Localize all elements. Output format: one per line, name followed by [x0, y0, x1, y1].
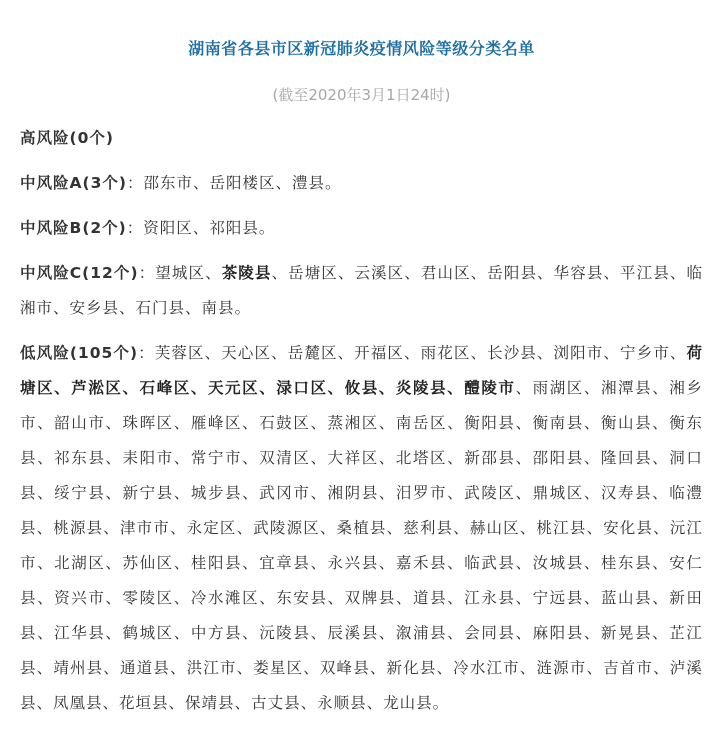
region-item: 醴陵市	[464, 379, 516, 397]
region-item: 鹤城区、	[122, 624, 191, 642]
region-item: 临澧县、	[20, 484, 703, 537]
region-item: 宜章县、	[259, 554, 328, 572]
region-item: 衡南县、	[532, 414, 601, 432]
region-item: 韶山市、	[54, 414, 123, 432]
region-item: 新田县、	[20, 589, 703, 642]
list-end-period: 。	[325, 174, 342, 192]
region-item: 湘乡市、	[20, 379, 703, 432]
list-end-period: 。	[258, 219, 276, 237]
region-item: 珠晖区、	[122, 414, 191, 432]
region-item: 洪江市、	[186, 659, 254, 677]
label-separator: ：	[138, 264, 156, 282]
region-item: 蓝山县、	[600, 589, 670, 607]
region-item: 炎陵县、	[395, 379, 465, 397]
region-item: 石鼓区、	[259, 414, 328, 432]
region-item: 双清区、	[259, 449, 328, 467]
region-item: 云溪区、	[354, 264, 421, 282]
region-item: 冷水江市、	[453, 659, 537, 677]
region-item: 湘潭县、	[600, 379, 670, 397]
region-item: 双牌县、	[344, 589, 413, 607]
region-item: 永顺县、	[317, 694, 384, 712]
region-item: 南县	[201, 299, 235, 317]
region-item: 荷塘区、	[20, 344, 703, 397]
region-item: 汝城县、	[532, 554, 601, 572]
list-end-period: 。	[234, 299, 252, 317]
region-item: 岳塘区、	[288, 264, 355, 282]
region-item: 涟源市、	[536, 659, 604, 677]
section-label: 中风险C(12个)	[20, 264, 139, 282]
region-item: 天心区、	[221, 344, 288, 362]
region-item: 耒阳市、	[122, 449, 191, 467]
region-item: 津市市、	[119, 519, 187, 537]
region-item: 邵东市、	[143, 174, 210, 192]
region-item: 花垣县、	[119, 694, 186, 712]
region-item: 赫山区、	[469, 519, 537, 537]
region-item: 芦淞区、	[71, 379, 140, 397]
section-medium-b	[20, 211, 703, 246]
region-item: 新晃县、	[600, 624, 670, 642]
section-medium-a	[20, 166, 703, 201]
region-item: 桃源县、	[53, 519, 120, 537]
page-title: 湖南省各县市区新冠肺炎疫情风险等级分类名单	[188, 39, 535, 58]
region-item: 桑植县、	[336, 519, 404, 537]
region-item: 临武县、	[464, 554, 533, 572]
region-item: 石门县、	[135, 299, 202, 317]
region-item: 华容县、	[553, 264, 621, 282]
section-label: 中风险B(2个)	[20, 219, 127, 237]
region-item: 南岳区、	[395, 414, 465, 432]
region-item: 安乡县、	[69, 299, 136, 317]
region-item: 东安县、	[276, 589, 345, 607]
region-item: 沅陵县、	[259, 624, 328, 642]
region-item: 武陵区、	[464, 484, 533, 502]
region-item: 衡山县、	[600, 414, 670, 432]
region-item: 汨罗市、	[395, 484, 465, 502]
section-medium-c	[20, 256, 703, 326]
region-item: 邵阳县、	[532, 449, 601, 467]
region-item: 嘉禾县、	[395, 554, 465, 572]
region-item: 岳麓区、	[287, 344, 355, 362]
region-item: 长沙县、	[487, 344, 554, 362]
region-item: 古丈县、	[251, 694, 318, 712]
region-item: 望城区、	[155, 264, 222, 282]
region-item: 常宁市、	[190, 449, 260, 467]
region-item: 武陵源区、	[253, 519, 337, 537]
region-item: 会同县、	[464, 624, 533, 642]
region-item: 城步县、	[190, 484, 260, 502]
region-item: 北塔区、	[395, 449, 465, 467]
region-item: 中方县、	[190, 624, 260, 642]
region-item: 冷水滩区、	[190, 589, 277, 607]
list-separator: 、	[271, 264, 289, 282]
region-item: 湘阴县、	[327, 484, 396, 502]
region-item: 资兴市、	[54, 589, 123, 607]
region-item: 岳阳县、	[487, 264, 554, 282]
region-item: 芷江县、	[20, 624, 703, 677]
region-item: 龙山县	[383, 694, 433, 712]
region-item: 安仁县、	[20, 554, 703, 607]
region-item: 临湘市、	[20, 264, 703, 317]
region-item: 新宁县、	[122, 484, 191, 502]
section-low-risk	[20, 336, 703, 721]
region-item: 祁东县、	[54, 449, 123, 467]
region-item: 开福区、	[354, 344, 421, 362]
region-item: 北湖区、	[54, 554, 123, 572]
region-item: 吉首市、	[603, 659, 670, 677]
region-item: 岳阳楼区、	[209, 174, 292, 192]
region-item: 宁远县、	[532, 589, 601, 607]
region-item: 慈利县、	[403, 519, 470, 537]
region-item: 雨花区、	[420, 344, 488, 362]
region-item: 汉寿县、	[600, 484, 670, 502]
region-item: 君山区、	[420, 264, 488, 282]
label-separator: ：	[138, 344, 155, 362]
section-high-risk	[20, 121, 703, 156]
list-end-period: 。	[432, 694, 450, 712]
region-item: 桃江县、	[536, 519, 604, 537]
region-item: 辰溪县、	[327, 624, 396, 642]
region-item: 江华县、	[54, 624, 123, 642]
region-list	[20, 344, 703, 712]
region-item: 茶陵县	[221, 264, 272, 282]
region-item: 新邵县、	[464, 449, 533, 467]
region-item: 麻阳县、	[532, 624, 601, 642]
region-item: 双峰县、	[319, 659, 387, 677]
region-item: 江永县、	[464, 589, 533, 607]
region-item: 桂东县、	[600, 554, 670, 572]
section-label: 高风险(0个)	[20, 129, 114, 147]
region-item: 新化县、	[386, 659, 454, 677]
region-item: 桂阳县、	[190, 554, 260, 572]
region-item: 绥宁县、	[54, 484, 123, 502]
region-list	[143, 219, 275, 237]
region-item: 苏仙区、	[122, 554, 191, 572]
region-item: 洞口县、	[20, 449, 703, 502]
page-subtitle: (截至2020年3月1日24时)	[272, 86, 451, 104]
label-separator: ：	[126, 174, 144, 192]
region-item: 渌口区、	[276, 379, 345, 397]
region-item: 浏阳市、	[553, 344, 620, 362]
region-item: 永兴县、	[327, 554, 396, 572]
region-item: 保靖县、	[185, 694, 252, 712]
region-item: 通道县、	[119, 659, 187, 677]
region-item: 天元区、	[207, 379, 277, 397]
region-item: 芙蓉区、	[154, 344, 222, 362]
region-item: 衡阳县、	[464, 414, 533, 432]
region-list	[143, 174, 341, 192]
list-separator: 、	[515, 379, 533, 397]
region-item: 安化县、	[603, 519, 670, 537]
region-item: 攸县、	[344, 379, 396, 397]
section-label: 中风险A(3个)	[20, 174, 127, 192]
region-item: 祁阳县	[209, 219, 259, 237]
label-separator: ：	[126, 219, 144, 237]
region-item: 雨湖区、	[532, 379, 601, 397]
region-item: 宁乡市、	[619, 344, 687, 362]
region-item: 蒸湘区、	[327, 414, 396, 432]
region-item: 永定区、	[186, 519, 254, 537]
region-item: 隆回县、	[600, 449, 670, 467]
section-label: 低风险(105个)	[20, 344, 139, 362]
region-item: 道县、	[412, 589, 465, 607]
region-item: 娄星区、	[253, 659, 320, 677]
region-item: 澧县	[292, 174, 326, 192]
region-item: 雁峰区、	[190, 414, 260, 432]
region-item: 资阳区、	[143, 219, 210, 237]
region-item: 凤凰县、	[53, 694, 120, 712]
region-item: 石峰区、	[139, 379, 208, 397]
region-item: 衡东县、	[20, 414, 703, 467]
region-item: 泸溪县、	[20, 659, 703, 712]
region-item: 靖州县、	[53, 659, 120, 677]
region-item: 平江县、	[620, 264, 687, 282]
region-item: 溆浦县、	[395, 624, 465, 642]
region-item: 零陵区、	[122, 589, 191, 607]
region-item: 沅江市、	[20, 519, 703, 572]
region-item: 大祥区、	[327, 449, 396, 467]
region-item: 武冈市、	[259, 484, 328, 502]
region-item: 鼎城区、	[532, 484, 601, 502]
